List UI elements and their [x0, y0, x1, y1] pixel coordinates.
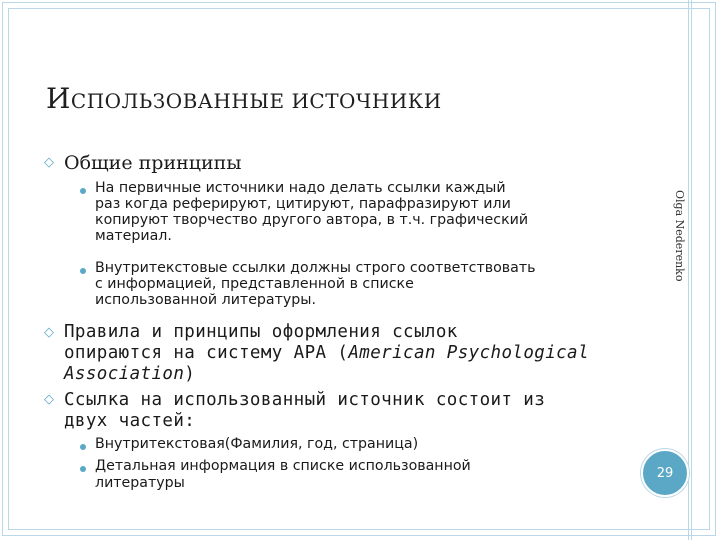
section2-line3 — [64, 364, 195, 385]
hollow-diamond-bullet-icon: ◇ — [44, 325, 54, 340]
section1-item2-line3: использованной литературы. — [95, 292, 317, 308]
section1-heading: Общие принципы — [64, 152, 242, 174]
slide-title — [46, 78, 442, 116]
page-number-badge: 29 — [641, 449, 689, 497]
hollow-diamond-bullet-icon: ◇ — [44, 155, 54, 170]
section3-item2-line1: Детальная информация в списке использованной — [95, 458, 471, 474]
section1-item2-line1: Внутритекстовые ссылки должны строго соответствовать — [95, 260, 536, 276]
section2-line2-italic: American Psychological — [348, 343, 589, 363]
section1-item1-line4: материал. — [95, 228, 172, 244]
circle-bullet-icon — [80, 466, 86, 472]
section3-item1-line1: Внутритекстовая(Фамилия, год, страница) — [95, 436, 419, 452]
slide-title-initial: И — [46, 82, 71, 115]
hollow-diamond-bullet-icon: ◇ — [44, 392, 54, 407]
section2-line1: Правила и принципы оформления ссылок — [64, 322, 458, 342]
section3-line1: Ссылка на использованный источник состоит из — [64, 390, 546, 410]
section3-item2-line2: литературы — [95, 475, 185, 491]
slide-title-rest: СПОЛЬЗОВАННЫЕ ИСТОЧНИКИ — [70, 89, 442, 113]
circle-bullet-icon — [80, 268, 86, 274]
section3-line2: двух частей: — [64, 411, 196, 431]
section2-line3-text: ) — [184, 364, 196, 384]
author-vertical-label: Olga Nederenko — [673, 190, 686, 282]
circle-bullet-icon — [80, 188, 86, 194]
section1-item2-line2: с информацией, представленной в списке — [95, 276, 414, 292]
section1-item1-line1: На первичные источники надо делать ссылки каждый — [95, 180, 506, 196]
circle-bullet-icon — [80, 444, 86, 450]
section1-item1-line3: копируют творчество другого автора, в т.ч. графический — [95, 212, 529, 228]
slide-right-band — [688, 0, 692, 540]
section2-line2-text: опираются на систему APA ( — [64, 343, 349, 363]
section2-line3-italic: Association — [64, 364, 185, 384]
section2-line2 — [64, 343, 589, 364]
section1-item1-line2: раз когда реферируют, цитируют, парафразируют или — [95, 196, 511, 212]
